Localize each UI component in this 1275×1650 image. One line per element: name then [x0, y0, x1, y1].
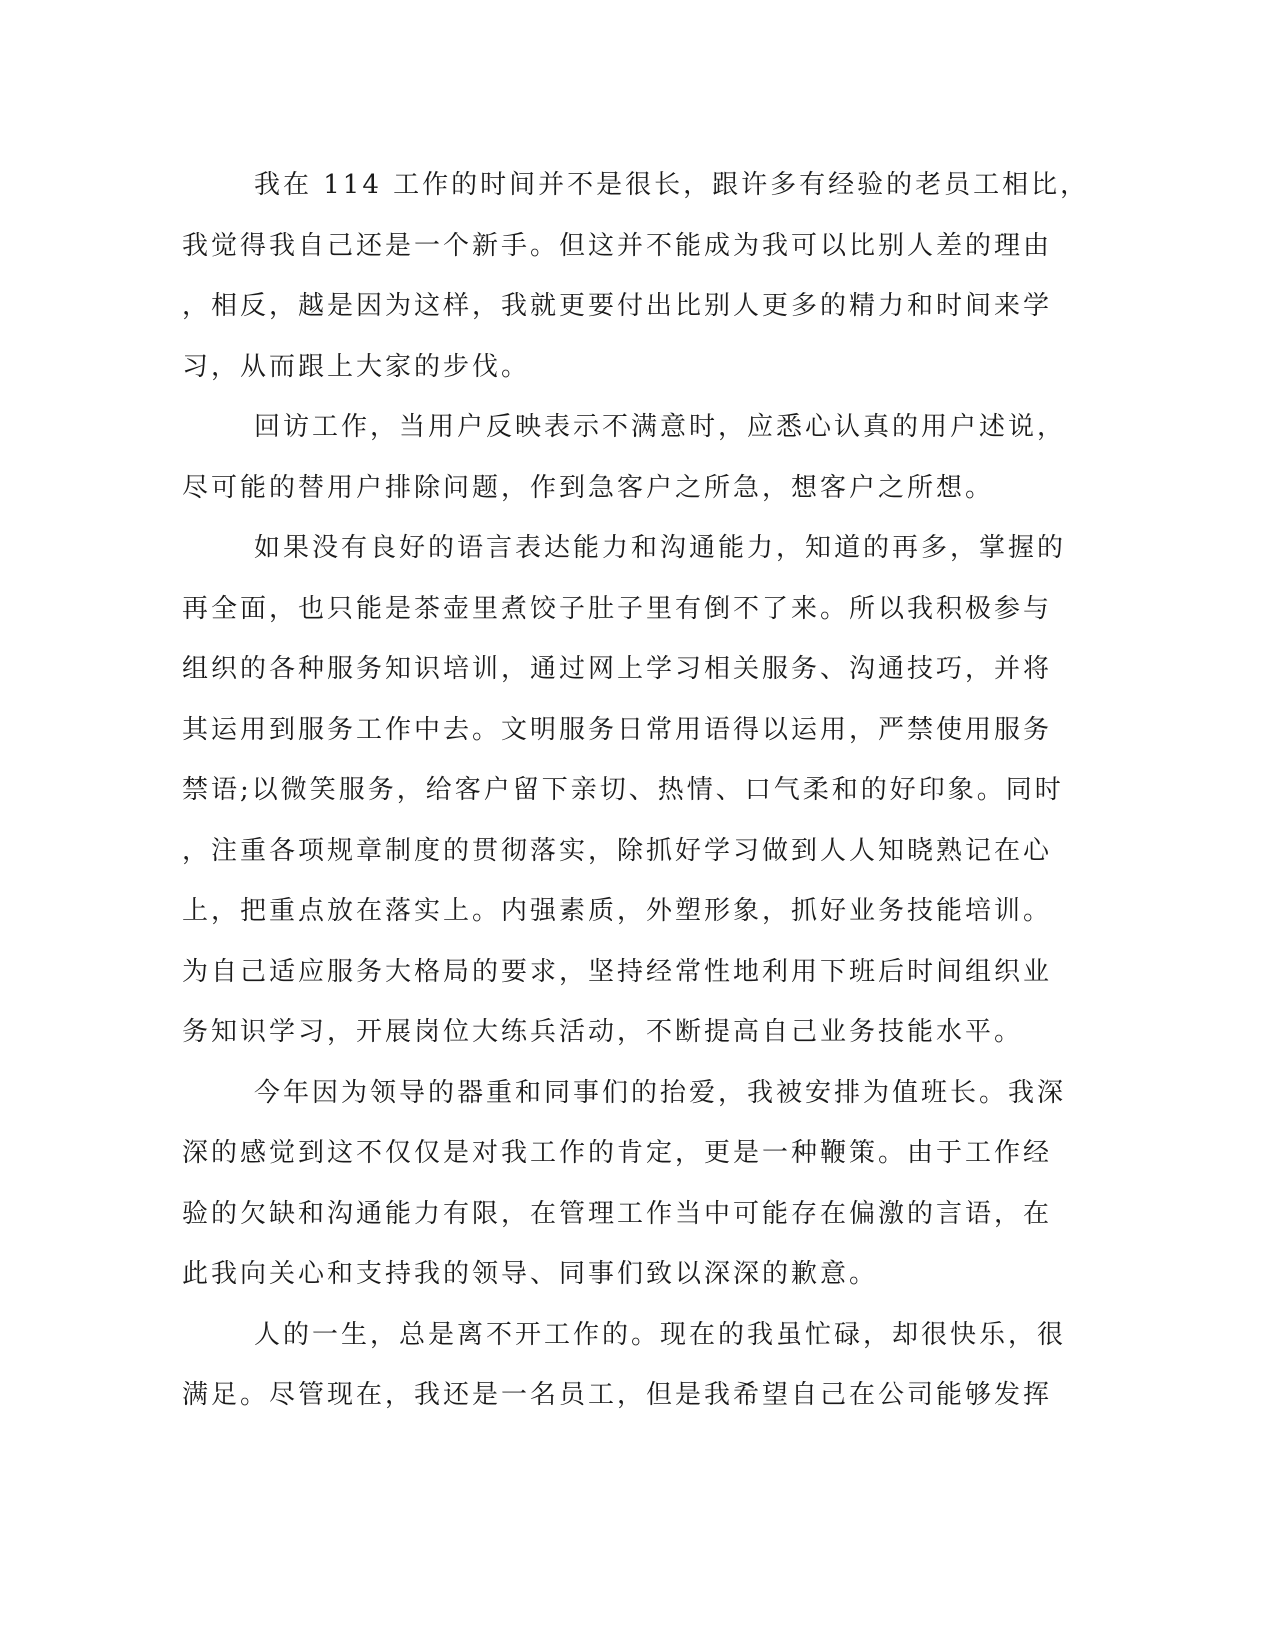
paragraph-3-line: 其运用到服务工作中去。文明服务日常用语得以运用，严禁使用服务 — [182, 714, 1053, 745]
paragraph-1-line: 习，从而跟上大家的步伐。 — [182, 351, 531, 382]
paragraph-3-line: 再全面，也只能是茶壶里煮饺子肚子里有倒不了来。所以我积极参与 — [182, 593, 1053, 624]
paragraph-3-line: 为自己适应服务大格局的要求，坚持经常性地利用下班后时间组织业 — [182, 956, 1053, 987]
paragraph-3-line: ，注重各项规章制度的贯彻落实，除抓好学习做到人人知晓熟记在心 — [182, 835, 1053, 866]
paragraph-2-line: 尽可能的替用户排除问题，作到急客户之所急，想客户之所想。 — [182, 472, 995, 503]
paragraph-4-line: 验的欠缺和沟通能力有限，在管理工作当中可能存在偏激的言语，在 — [182, 1198, 1053, 1229]
paragraph-3-line: 如果没有良好的语言表达能力和沟通能力，知道的再多，掌握的 — [254, 533, 1067, 563]
paragraph-5-line: 满足。尽管现在，我还是一名员工，但是我希望自己在公司能够发挥 — [182, 1380, 1053, 1410]
paragraph-2-line: 回访工作，当用户反映表示不满意时，应悉心认真的用户述说， — [254, 412, 1067, 442]
paragraph-1-line: 我觉得我自己还是一个新手。但这并不能成为我可以比别人差的理由 — [182, 230, 1053, 261]
paragraph-4-line: 此我向关心和支持我的领导、同事们致以深深的歉意。 — [182, 1259, 879, 1289]
paragraph-3-line: 务知识学习，开展岗位大练兵活动，不断提高自己业务技能水平。 — [182, 1017, 1024, 1047]
paragraph-3-line: 组织的各种服务知识培训，通过网上学习相关服务、沟通技巧，并将 — [182, 654, 1053, 684]
paragraph-1-line: ，相反，越是因为这样，我就更要付出比别人更多的精力和时间来学 — [182, 291, 1053, 321]
paragraph-4-line: 今年因为领导的器重和同事们的抬爱，我被安排为值班长。我深 — [254, 1077, 1067, 1108]
paragraph-3-line: 上，把重点放在落实上。内强素质，外塑形象，抓好业务技能培训。 — [182, 896, 1053, 926]
paragraph-1-line: 我在 114 工作的时间并不是很长，跟许多有经验的老员工相比， — [254, 170, 1090, 200]
paragraph-4-line: 深的感觉到这不仅仅是对我工作的肯定，更是一种鞭策。由于工作经 — [182, 1138, 1053, 1168]
paragraph-3-line: 禁语;以微笑服务，给客户留下亲切、热情、口气柔和的好印象。同时 — [182, 775, 1064, 805]
body-text — [182, 155, 1090, 1426]
paragraph-5-line: 人的一生，总是离不开工作的。现在的我虽忙碌，却很快乐，很 — [254, 1319, 1067, 1350]
